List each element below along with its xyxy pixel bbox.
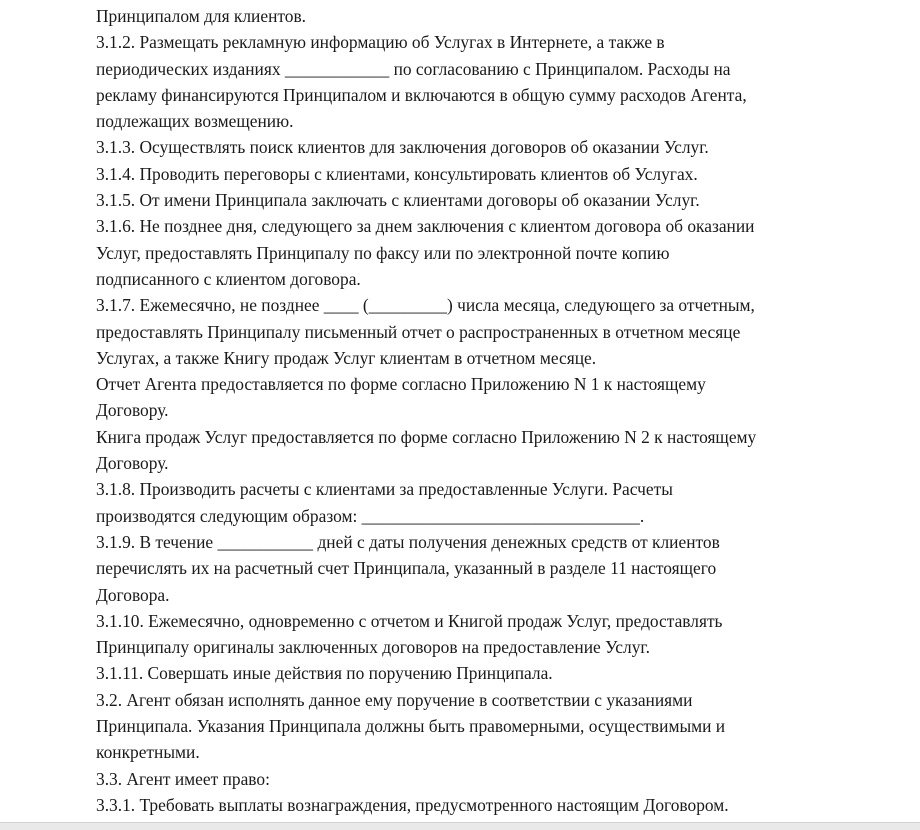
- text-line: 3.1.9. В течение ___________ дней с даты получения денежных средств от клиентов: [96, 531, 720, 552]
- text-line: подписанного с клиентом договора.: [96, 268, 361, 289]
- text-line: 3.1.10. Ежемесячно, одновременно с отчетом и Книгой продаж Услуг, предоставлять: [96, 610, 723, 631]
- text-line: Услуг, предоставлять Принципалу по факсу или по электронной почте копию: [96, 242, 670, 263]
- text-line: производятся следующим образом: ________________________________.: [96, 505, 645, 526]
- text-line: Договору.: [96, 400, 169, 421]
- text-line: Принципалу оригиналы заключенных договоров на предоставление Услуг.: [96, 637, 650, 658]
- text-line: предоставлять Принципалу письменный отчет о распространенных в отчетном месяце: [96, 321, 741, 342]
- text-line: 3.1.5. От имени Принципала заключать с клиентами договоры об оказании Услуг.: [96, 190, 700, 211]
- text-line: конкретными.: [96, 742, 200, 763]
- text-line: перечислять их на расчетный счет Принципала, указанный в разделе 11 настоящего: [96, 558, 717, 579]
- text-line: Отчет Агента предоставляется по форме согласно Приложению N 1 к настоящему: [96, 374, 706, 395]
- text-line: 3.2. Агент обязан исполнять данное ему поручение в соответствии с указаниями: [96, 689, 693, 710]
- text-line: 3.1.8. Производить расчеты с клиентами за предоставленные Услуги. Расчеты: [96, 479, 673, 500]
- text-line: 3.3.1. Требовать выплаты вознаграждения, предусмотренного настоящим Договором.: [96, 794, 729, 815]
- text-line: периодических изданиях ____________ по согласованию с Принципалом. Расходы на: [96, 58, 731, 79]
- text-line: 3.1.2. Размещать рекламную информацию об Услугах в Интернете, а также в: [96, 32, 665, 53]
- text-line: рекламу финансируются Принципалом и включаются в общую сумму расходов Агента,: [96, 84, 747, 105]
- text-line: Договора.: [96, 584, 170, 605]
- text-line: Книга продаж Услуг предоставляется по форме согласно Приложению N 2 к настоящему: [96, 426, 757, 447]
- text-line: 3.1.7. Ежемесячно, не позднее ____ (_________) числа месяца, следующего за отчетным,: [96, 295, 755, 316]
- text-line: 3.1.6. Не позднее дня, следующего за днем заключения с клиентом договора об оказании: [96, 216, 755, 237]
- document-body: [96, 3, 911, 818]
- text-line: 3.3. Агент имеет право:: [96, 768, 270, 789]
- text-line: Договору.: [96, 453, 169, 474]
- text-line: 3.1.11. Совершать иные действия по поручению Принципала.: [96, 663, 553, 684]
- text-line: Принципала. Указания Принципала должны быть правомерными, осуществимыми и: [96, 716, 726, 737]
- text-line: подлежащих возмещению.: [96, 111, 294, 132]
- text-line: Услугах, а также Книгу продаж Услуг клиентам в отчетном месяце.: [96, 347, 597, 368]
- text-line: 3.1.4. Проводить переговоры с клиентами, консультировать клиентов об Услугах.: [96, 163, 698, 184]
- text-line: Принципалом для клиентов.: [96, 6, 307, 26]
- text-line: 3.1.3. Осуществлять поиск клиентов для заключения договоров об оказании Услуг.: [96, 137, 709, 158]
- bottom-edge-divider: [0, 822, 920, 830]
